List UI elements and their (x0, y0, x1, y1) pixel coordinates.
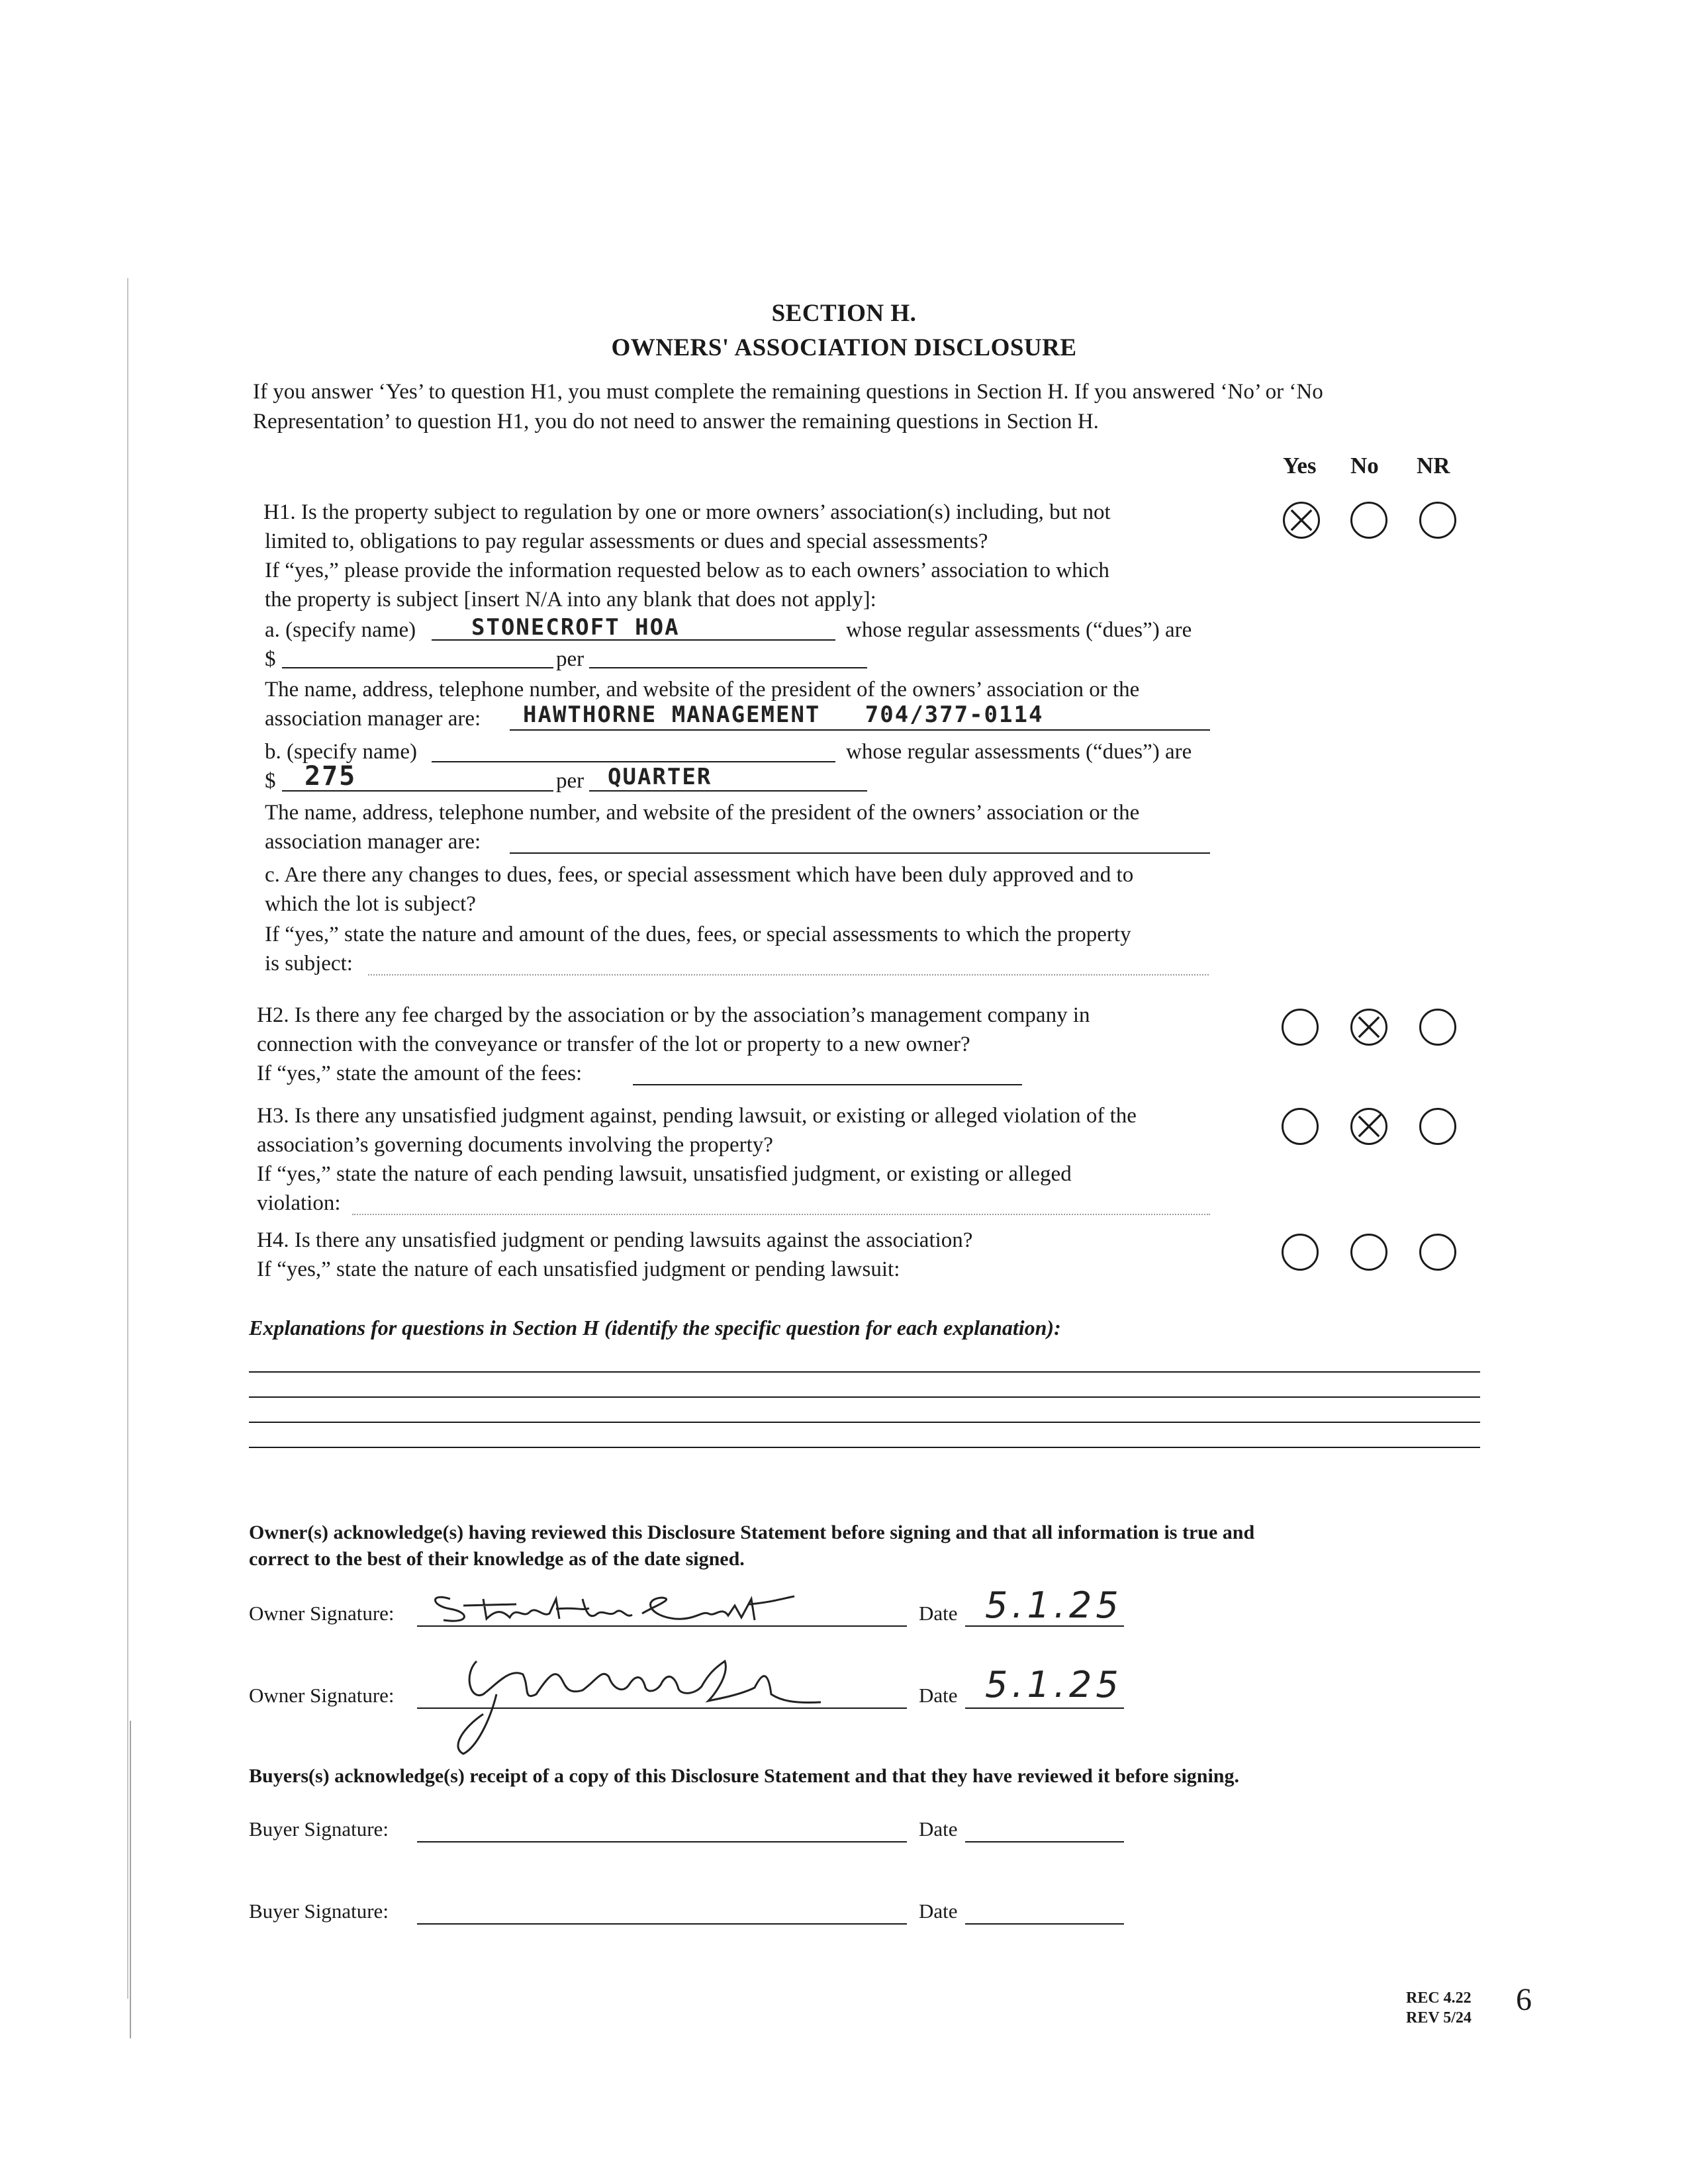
h1b-period-field[interactable] (589, 790, 867, 792)
h1-question-line-1: H1. Is the property subject to regulation by one or more owners’ association(s) including, but not (263, 500, 1111, 524)
h1-yes-radio[interactable] (1283, 502, 1320, 539)
h1-yes-check-icon (1289, 508, 1314, 533)
h3-yes-radio[interactable] (1282, 1108, 1319, 1145)
section-title: SECTION H. (771, 300, 917, 327)
h1-no-radio[interactable] (1350, 502, 1387, 539)
h3-instruction-line-1: If “yes,” state the nature of each pending lawsuit, unsatisfied judgment, or existing or alleged (257, 1162, 1072, 1186)
h1a-manager-label: association manager are: (265, 707, 481, 731)
explanation-line-1[interactable] (249, 1371, 1480, 1373)
explanations-label: Explanations for questions in Section H (identify the specific question for each explanation): (249, 1316, 1061, 1340)
owner-ack-line-1: Owner(s) acknowledge(s) having reviewed this Disclosure Statement before signing and that all information is true and (249, 1522, 1255, 1543)
h4-instruction: If “yes,” state the nature of each unsatisfied judgment or pending lawsuit: (257, 1257, 900, 1281)
buyer1-signature-field[interactable] (417, 1841, 907, 1843)
h1a-manager-value: HAWTHORNE MANAGEMENT 704/377-0114 (523, 702, 1044, 728)
h1b-manager-field[interactable] (510, 852, 1210, 854)
explanation-line-2[interactable] (249, 1396, 1480, 1398)
explanation-line-3[interactable] (249, 1422, 1480, 1423)
h3-nr-radio[interactable] (1419, 1108, 1456, 1145)
h3-no-check-icon (1356, 1114, 1382, 1139)
owner2-signature-label: Owner Signature: (249, 1684, 395, 1707)
h1-question-line-2: limited to, obligations to pay regular assessments or dues and special assessments? (265, 529, 988, 553)
h4-question-line-1: H4. Is there any unsatisfied judgment or pending lawsuits against the association? (257, 1228, 973, 1252)
h1b-period-value: QUARTER (608, 764, 712, 790)
owner2-handwritten-signature (424, 1648, 834, 1760)
column-yes-header: Yes (1283, 453, 1317, 478)
h4-nr-radio[interactable] (1419, 1234, 1456, 1271)
page-number: 6 (1516, 1982, 1532, 2017)
h1c-instruction-line-2: is subject: (265, 952, 353, 976)
h3-question-line-2: association’s governing documents involving the property? (257, 1133, 773, 1157)
h3-instruction-line-2: violation: (257, 1191, 341, 1215)
h1a-per: per (556, 647, 585, 671)
buyer1-signature-label: Buyer Signature: (249, 1817, 389, 1841)
h2-yes-radio[interactable] (1282, 1009, 1319, 1046)
owner1-date-label: Date (919, 1602, 958, 1625)
owner1-handwritten-signature (424, 1579, 834, 1632)
h1a-name-value: STONECROFT HOA (471, 614, 680, 641)
h2-no-check-icon (1356, 1015, 1382, 1040)
buyer-ack-line: Buyers(s) acknowledge(s) receipt of a copy of this Disclosure Statement and that they have reviewed it before signing. (249, 1765, 1239, 1787)
h2-no-radio[interactable] (1350, 1009, 1387, 1046)
section-subtitle: OWNERS' ASSOCIATION DISCLOSURE (611, 334, 1077, 361)
h1b-per: per (556, 769, 585, 793)
owner2-date-field[interactable] (965, 1707, 1124, 1709)
h1a-manager-field[interactable] (510, 729, 1210, 731)
h1c-question-line-2: which the lot is subject? (265, 892, 476, 916)
h1-instruction-line-1: If “yes,” please provide the information requested below as to each owners’ association to which (265, 559, 1109, 582)
h3-question-line-1: H3. Is there any unsatisfied judgment against, pending lawsuit, or existing or alleged violation of the (257, 1104, 1137, 1128)
buyer2-signature-field[interactable] (417, 1923, 907, 1925)
buyer1-date-field[interactable] (965, 1841, 1124, 1843)
buyer1-date-label: Date (919, 1817, 958, 1841)
buyer2-date-field[interactable] (965, 1923, 1124, 1925)
h2-question-line-1: H2. Is there any fee charged by the association or by the association’s management company in (257, 1003, 1090, 1027)
intro-line-2: Representation’ to question H1, you do not need to answer the remaining questions in Section H. (253, 410, 1099, 433)
form-code: REC 4.22 (1406, 1989, 1472, 2007)
h1a-prefix: a. (specify name) (265, 618, 416, 642)
buyer2-signature-label: Buyer Signature: (249, 1899, 389, 1923)
owner1-signature-label: Owner Signature: (249, 1602, 395, 1625)
h1c-subject-field[interactable] (368, 974, 1209, 976)
h1-nr-radio[interactable] (1419, 502, 1456, 539)
h4-no-radio[interactable] (1350, 1234, 1387, 1271)
h1a-suffix: whose regular assessments (“dues”) are (846, 618, 1192, 642)
h1b-manager-label: association manager are: (265, 830, 481, 854)
h3-no-radio[interactable] (1350, 1108, 1387, 1145)
h1b-prefix: b. (specify name) (265, 740, 417, 764)
column-no-header: No (1350, 453, 1379, 478)
buyer2-date-label: Date (919, 1899, 958, 1923)
h2-instruction: If “yes,” state the amount of the fees: (257, 1062, 583, 1085)
h1a-amount-field[interactable] (282, 667, 553, 668)
h4-yes-radio[interactable] (1282, 1234, 1319, 1271)
h1a-period-field[interactable] (589, 667, 867, 668)
h1b-manager-line-1: The name, address, telephone number, and website of the president of the owners’ association or the (265, 801, 1140, 825)
column-nr-header: NR (1417, 453, 1450, 478)
h1b-suffix: whose regular assessments (“dues”) are (846, 740, 1192, 764)
explanation-line-4[interactable] (249, 1447, 1480, 1448)
form-revision: REV 5/24 (1406, 2009, 1472, 2026)
h1b-name-field[interactable] (432, 761, 835, 762)
h1a-dollar: $ (265, 647, 276, 671)
h1b-dollar: $ (265, 769, 276, 793)
h2-question-line-2: connection with the conveyance or transfer of the lot or property to a new owner? (257, 1032, 970, 1056)
h3-violation-field[interactable] (352, 1214, 1210, 1215)
owner1-date-value: 5.1.25 (985, 1584, 1123, 1626)
h1c-instruction-line-1: If “yes,” state the nature and amount of the dues, fees, or special assessments to which the property (265, 923, 1131, 946)
h2-fee-field[interactable] (633, 1084, 1022, 1085)
owner2-date-value: 5.1.25 (985, 1664, 1123, 1706)
h1b-amount-value: 275 (305, 761, 357, 792)
h1c-question-line-1: c. Are there any changes to dues, fees, or special assessment which have been duly approved and to (265, 863, 1134, 887)
owner-ack-line-2: correct to the best of their knowledge as of the date signed. (249, 1548, 745, 1570)
owner2-date-label: Date (919, 1684, 958, 1707)
intro-line-1: If you answer ‘Yes’ to question H1, you must complete the remaining questions in Section H. If you answered ‘No’ or ‘No (253, 380, 1323, 404)
scan-artifact-line (130, 1721, 131, 2038)
h1-instruction-line-2: the property is subject [insert N/A into any blank that does not apply]: (265, 588, 876, 612)
scan-artifact-line (127, 278, 128, 1999)
h2-nr-radio[interactable] (1419, 1009, 1456, 1046)
h1a-manager-line-1: The name, address, telephone number, and website of the president of the owners’ association or the (265, 678, 1140, 702)
